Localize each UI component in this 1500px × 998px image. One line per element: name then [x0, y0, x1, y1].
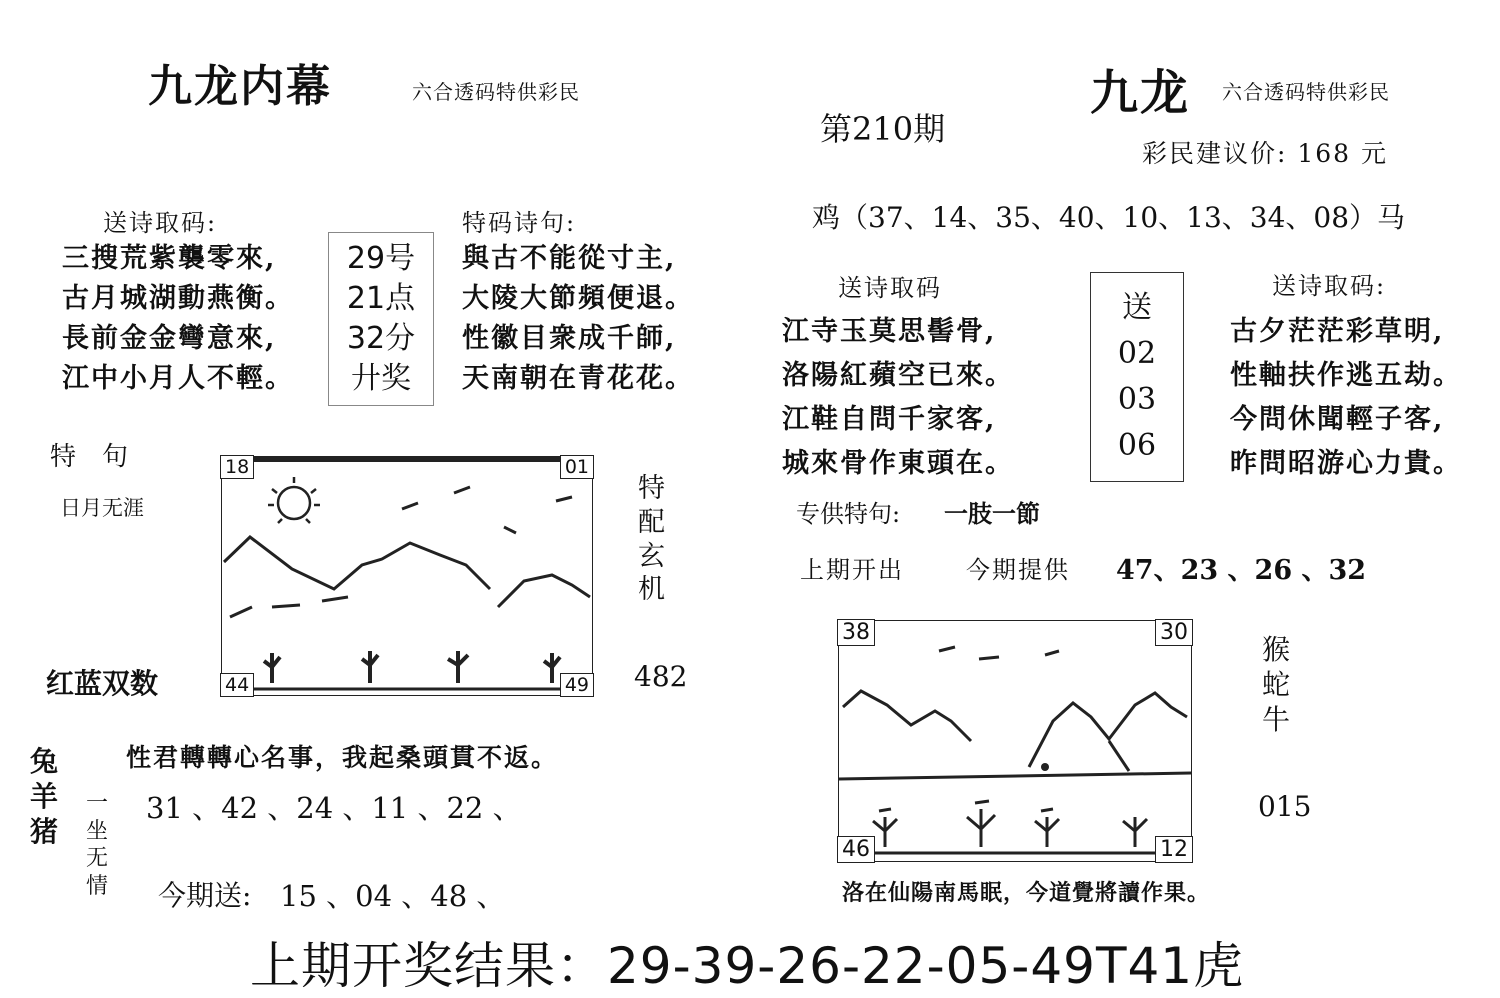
corner-tr: 30	[1155, 619, 1193, 646]
left-poem-heading: 送诗取码:	[103, 209, 218, 237]
numbers-row: 31 、42 、24 、11 、22 、	[146, 791, 522, 825]
code-line: 廾奖	[351, 361, 411, 396]
poem-line: 三搜荒紫襲零來,	[62, 243, 277, 274]
special-label: 专供特句:	[796, 500, 901, 528]
poem-line: 長前金金彎意來,	[62, 323, 277, 354]
side-vertical-text	[638, 472, 665, 607]
special-value: 一肢一節	[944, 499, 1040, 528]
vertical-char: 机	[638, 574, 665, 606]
code-line: 03	[1117, 382, 1157, 417]
poem-line: 與古不能從寸主,	[462, 243, 677, 274]
animal: 羊	[30, 780, 59, 813]
send-code-box	[1090, 272, 1184, 482]
animals-vertical	[30, 744, 58, 849]
right-poem-left	[782, 310, 1014, 486]
zodiac: 猴	[1262, 633, 1291, 666]
vertical-char: 玄	[638, 540, 665, 572]
vertical-char: 配	[638, 506, 665, 538]
vertical-char: 坐	[86, 818, 109, 844]
code-line: 06	[1117, 428, 1157, 463]
tema-poem	[462, 239, 694, 399]
code-line: 29号	[346, 241, 416, 276]
code-line: 32分	[346, 321, 416, 356]
zodiac: 牛	[1262, 703, 1291, 736]
vertical-char: 特	[638, 473, 665, 504]
red-blue-value: 482	[634, 660, 688, 693]
poem-line: 大陵大節頻便退。	[462, 283, 694, 314]
poem-line: 江中小月人不輕。	[62, 363, 294, 394]
right-poem-right	[1230, 310, 1462, 486]
corner-br: 12	[1155, 836, 1193, 863]
poem-line: 性軸扶作逃五劫。	[1230, 360, 1462, 391]
poem-line: 古夕茫茫彩草明,	[1230, 316, 1445, 347]
te-ju-value: 日月无涯	[60, 496, 144, 520]
right-landscape-drawing	[839, 621, 1191, 861]
left-code-box	[328, 232, 434, 406]
poem-line: 江鞋自問千家客,	[782, 404, 997, 435]
left-title: 九龙内幕	[148, 61, 332, 112]
right-subtitle: 六合透码特供彩民	[1222, 80, 1390, 104]
zodiac: 蛇	[1262, 668, 1291, 701]
tema-heading: 特码诗句:	[462, 209, 577, 237]
vertical-char: 情	[86, 873, 109, 899]
right-title: 九龙	[1090, 65, 1191, 121]
code-line: 送	[1122, 290, 1152, 325]
last-result-banner: 上期开奖结果：29-39-26-22-05-49T41虎	[250, 937, 1245, 995]
animal: 猪	[30, 815, 59, 848]
animal: 兔	[30, 745, 59, 778]
right-caption: 洛在仙陽南馬眠，今道覺將讀作果。	[842, 880, 1211, 906]
red-blue-label: 红蓝双数	[46, 667, 159, 700]
left-landscape-drawing	[222, 457, 592, 695]
left-poem	[62, 239, 294, 399]
corner-br: 49	[560, 673, 594, 697]
corner-tl: 18	[220, 455, 254, 479]
vertical-char: 无	[86, 846, 109, 871]
poem-line: 洛陽紅蘋空已來。	[782, 360, 1014, 391]
last-issue-label: 上期开出	[800, 556, 904, 584]
poem-line: 古月城湖動燕衡。	[62, 283, 294, 314]
this-issue-label: 今期提供	[966, 556, 1070, 584]
left-subtitle: 六合透码特供彩民	[412, 80, 580, 104]
right-picture-panel	[838, 620, 1192, 862]
corner-tr: 01	[560, 455, 594, 479]
poem-line: 性徽目衆成千師,	[462, 323, 677, 354]
poem-line: 今問休聞輕子客,	[1230, 404, 1445, 435]
poem-line: 城來骨作東頭在。	[782, 448, 1014, 479]
yi-zuo-vertical	[86, 790, 108, 900]
corner-bl: 46	[837, 836, 875, 863]
poem-line: 昨問昭游心力貴。	[1230, 448, 1462, 479]
send-numbers: 15 、04 、48 、	[280, 879, 506, 913]
left-verse: 性君轉轉心名事，我起桑頭貫不返。	[126, 743, 559, 772]
poem-line: 天南朝在青花花。	[462, 363, 694, 394]
code-line: 02	[1117, 336, 1157, 371]
te-ju-label: 特 句	[50, 442, 129, 472]
issue-number: 第210期	[820, 110, 946, 148]
send-label: 今期送:	[158, 879, 252, 912]
chicken-line: 鸡（37、14、35、40、10、13、34、08）马	[812, 201, 1406, 234]
left-picture-panel	[221, 456, 593, 696]
corner-tl: 38	[837, 619, 875, 646]
price: 彩民建议价: 168 元	[1142, 139, 1389, 168]
zodiac-vertical	[1262, 632, 1290, 737]
vertical-char: 一	[86, 791, 109, 816]
right-poem-heading-right: 送诗取码:	[1272, 272, 1387, 300]
corner-bl: 44	[220, 673, 254, 697]
this-issue-numbers: 47、23 、26 、32	[1116, 555, 1367, 586]
right-poem-heading-left: 送诗取码	[838, 274, 942, 302]
poem-line: 江寺玉莫思髻骨,	[782, 316, 997, 347]
side-number: 015	[1258, 790, 1312, 823]
code-line: 21点	[346, 281, 416, 316]
